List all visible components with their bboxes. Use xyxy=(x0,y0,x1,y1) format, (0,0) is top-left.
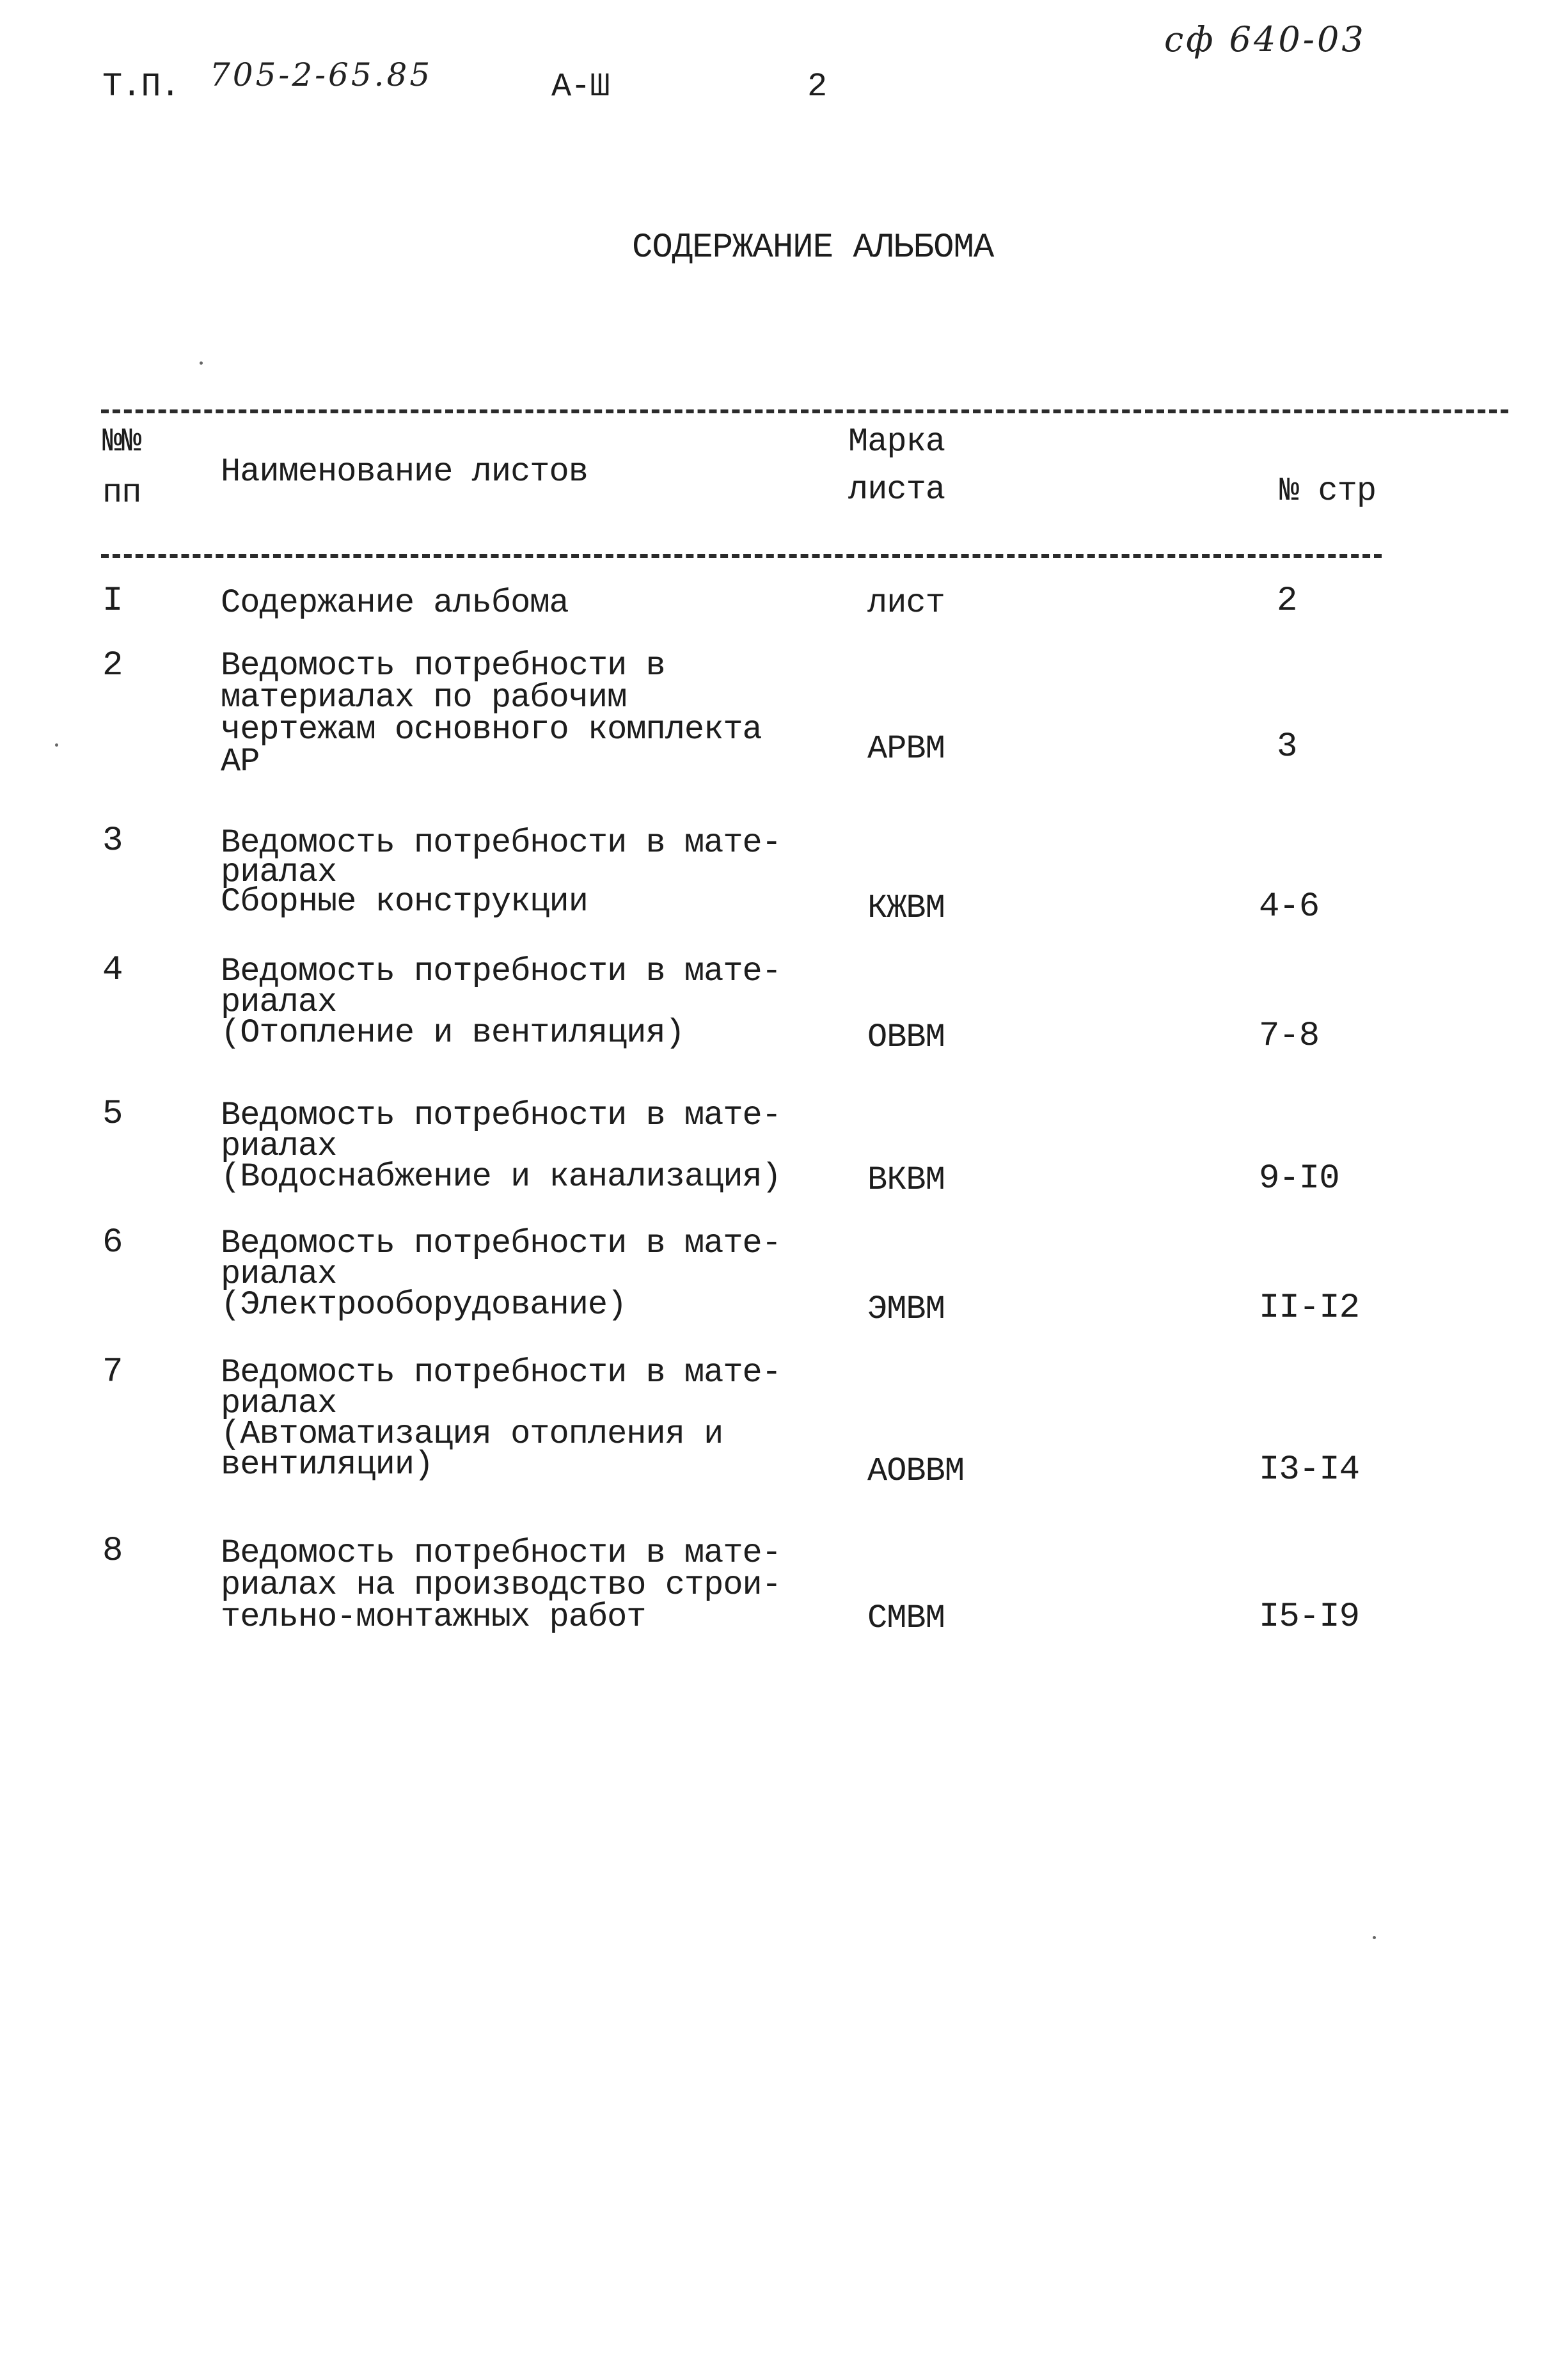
row-4-name: Ведомость потребности в мате- риалах (Отопление и вентиляция) xyxy=(221,953,781,1052)
row-3-mark: КЖВМ xyxy=(867,889,945,927)
table-top-rule xyxy=(101,409,1508,413)
col-mark-header-line1: Марка xyxy=(848,423,945,461)
row-8-mark: СМВМ xyxy=(867,1599,945,1637)
row-3-page: 4-6 xyxy=(1259,887,1320,926)
row-4-num: 4 xyxy=(102,951,123,990)
row-8-num: 8 xyxy=(102,1532,123,1571)
col-name-header: Наименование листов xyxy=(221,453,588,491)
row-2-page: 3 xyxy=(1277,727,1297,766)
tp-label: Т.П. xyxy=(102,68,180,106)
scan-speck xyxy=(1373,1936,1376,1939)
scan-speck xyxy=(55,743,58,747)
row-5-num: 5 xyxy=(102,1095,123,1134)
row-5-page: 9-I0 xyxy=(1259,1159,1339,1198)
tp-number-handwritten: 705-2-65.85 xyxy=(210,56,433,93)
row-1-num: I xyxy=(102,582,123,621)
row-8-name: Ведомость потребности в мате- риалах на производство строи- тельно-монтажных работ xyxy=(221,1534,781,1636)
row-6-num: 6 xyxy=(102,1223,123,1262)
col-num-header-line2: пп xyxy=(102,474,141,512)
album-title: СОДЕРЖАНИЕ АЛЬБОМА xyxy=(632,228,994,267)
row-6-mark: ЭМВМ xyxy=(867,1290,945,1328)
row-1-page: 2 xyxy=(1277,582,1297,621)
row-2-mark: АРВМ xyxy=(867,730,945,768)
row-3-name: Ведомость потребности в мате- риалах Сборные конструкции xyxy=(221,824,781,921)
row-7-page: I3-I4 xyxy=(1259,1450,1360,1489)
archive-code-handwritten: сф 640-03 xyxy=(1164,19,1366,60)
col-page-header: № стр xyxy=(1279,472,1377,510)
row-2-name: Ведомость потребности в материалах по рабочим чертежам основного комплекта АР xyxy=(221,647,762,781)
row-7-num: 7 xyxy=(102,1353,123,1392)
row-4-page: 7-8 xyxy=(1259,1017,1320,1056)
row-7-name: Ведомость потребности в мате- риалах (Автоматизация отопления и вентиляции) xyxy=(221,1354,781,1484)
album-code: А-Ш xyxy=(551,68,610,106)
row-8-page: I5-I9 xyxy=(1259,1598,1360,1637)
row-1-mark: лист xyxy=(867,584,945,622)
row-6-name: Ведомость потребности в мате- риалах (Электрооборудование) xyxy=(221,1225,781,1324)
col-mark-header-line2: листа xyxy=(848,471,945,509)
row-3-num: 3 xyxy=(102,821,123,861)
row-7-mark: АОВВМ xyxy=(867,1452,965,1490)
row-5-name: Ведомость потребности в мате- риалах (Водоснабжение и канализация) xyxy=(221,1097,781,1196)
row-6-page: II-I2 xyxy=(1259,1289,1360,1328)
row-4-mark: ОВВМ xyxy=(867,1019,945,1056)
row-2-num: 2 xyxy=(102,646,123,685)
row-1-name: Содержание альбома xyxy=(221,584,569,622)
row-5-mark: ВКВМ xyxy=(867,1161,945,1199)
table-header-rule xyxy=(101,554,1382,558)
col-num-header-line1: №№ xyxy=(102,423,141,461)
page-number: 2 xyxy=(807,68,827,106)
scan-speck xyxy=(200,361,203,365)
